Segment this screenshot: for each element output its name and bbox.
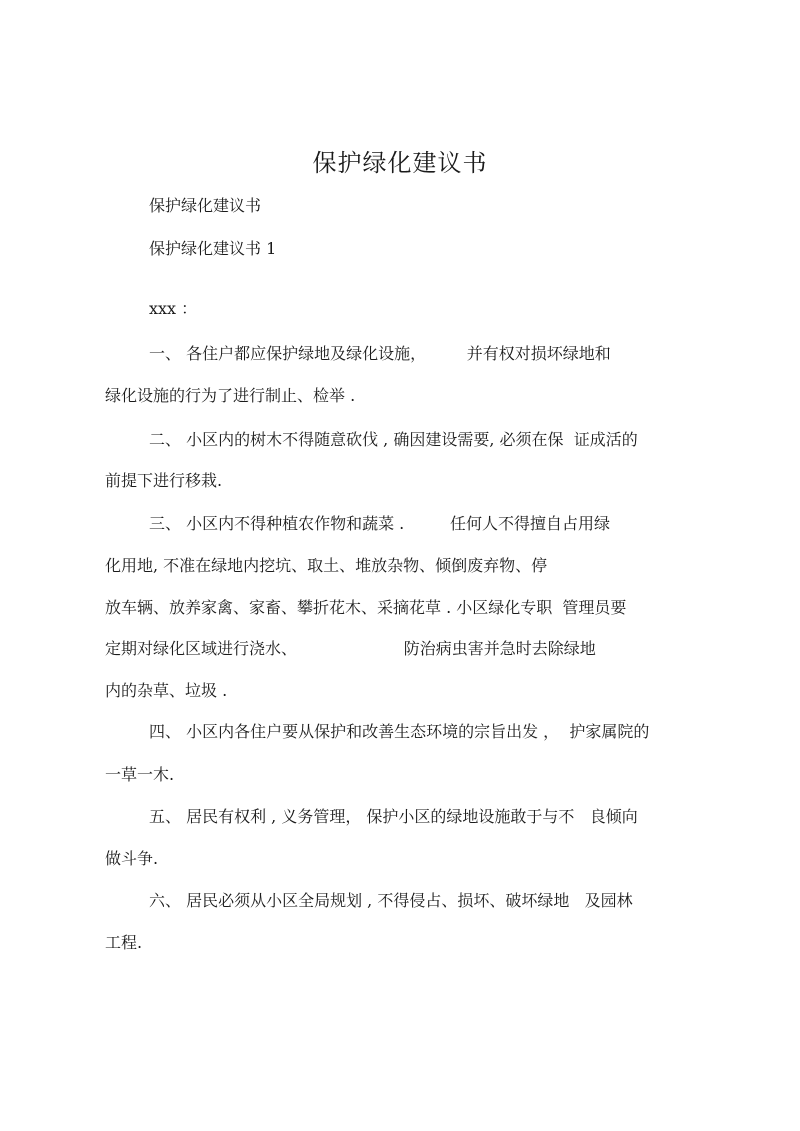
document-title: 保护绿化建议书 xyxy=(312,149,488,177)
paragraph-line: 内的杂草、垃圾 . xyxy=(105,681,228,700)
document-heading: 保护绿化建议书 1 xyxy=(149,239,277,258)
paragraph-line: 放车辆、放养家禽、家畜、攀折花木、采摘花草 . 小区绿化专职 管理员要 xyxy=(105,598,627,617)
paragraph-line: 二、 小区内的树木不得随意砍伐 , 确因建设需要, 必须在保 证成活的 xyxy=(149,430,638,449)
salutation: xxx ： xyxy=(149,299,198,318)
paragraph-line: 工程. xyxy=(105,933,143,952)
paragraph-line: 四、 小区内各住户要从保护和改善生态环境的宗旨出发 ， 护家属院的 xyxy=(149,722,650,741)
paragraph-line: 六、 居民必须从小区全局规划 , 不得侵占、损坏、破坏绿地 及园林 xyxy=(149,891,633,910)
paragraph-line: 三、 小区内不得种植农作物和蔬菜 . 任何人不得擅自占用绿 xyxy=(149,514,611,533)
paragraph-line: 一草一木. xyxy=(105,765,175,784)
paragraph-line: 前提下进行移栽. xyxy=(105,471,223,490)
paragraph-line: 化用地, 不准在绿地内挖坑、取土、堆放杂物、倾倒废弃物、停 xyxy=(105,556,548,575)
paragraph-line: 定期对绿化区域进行浇水、 防治病虫害并急时去除绿地 xyxy=(105,639,596,658)
document-subtitle: 保护绿化建议书 xyxy=(149,196,262,215)
paragraph-line: 绿化设施的行为了进行制止、检举 . xyxy=(105,386,356,405)
paragraph-line: 一、 各住户都应保护绿地及绿化设施， 并有权对损坏绿地和 xyxy=(149,344,611,363)
paragraph-line: 做斗争. xyxy=(105,849,159,868)
paragraph-line: 五、 居民有权利 , 义务管理， 保护小区的绿地设施敢于与不 良倾向 xyxy=(149,807,638,826)
